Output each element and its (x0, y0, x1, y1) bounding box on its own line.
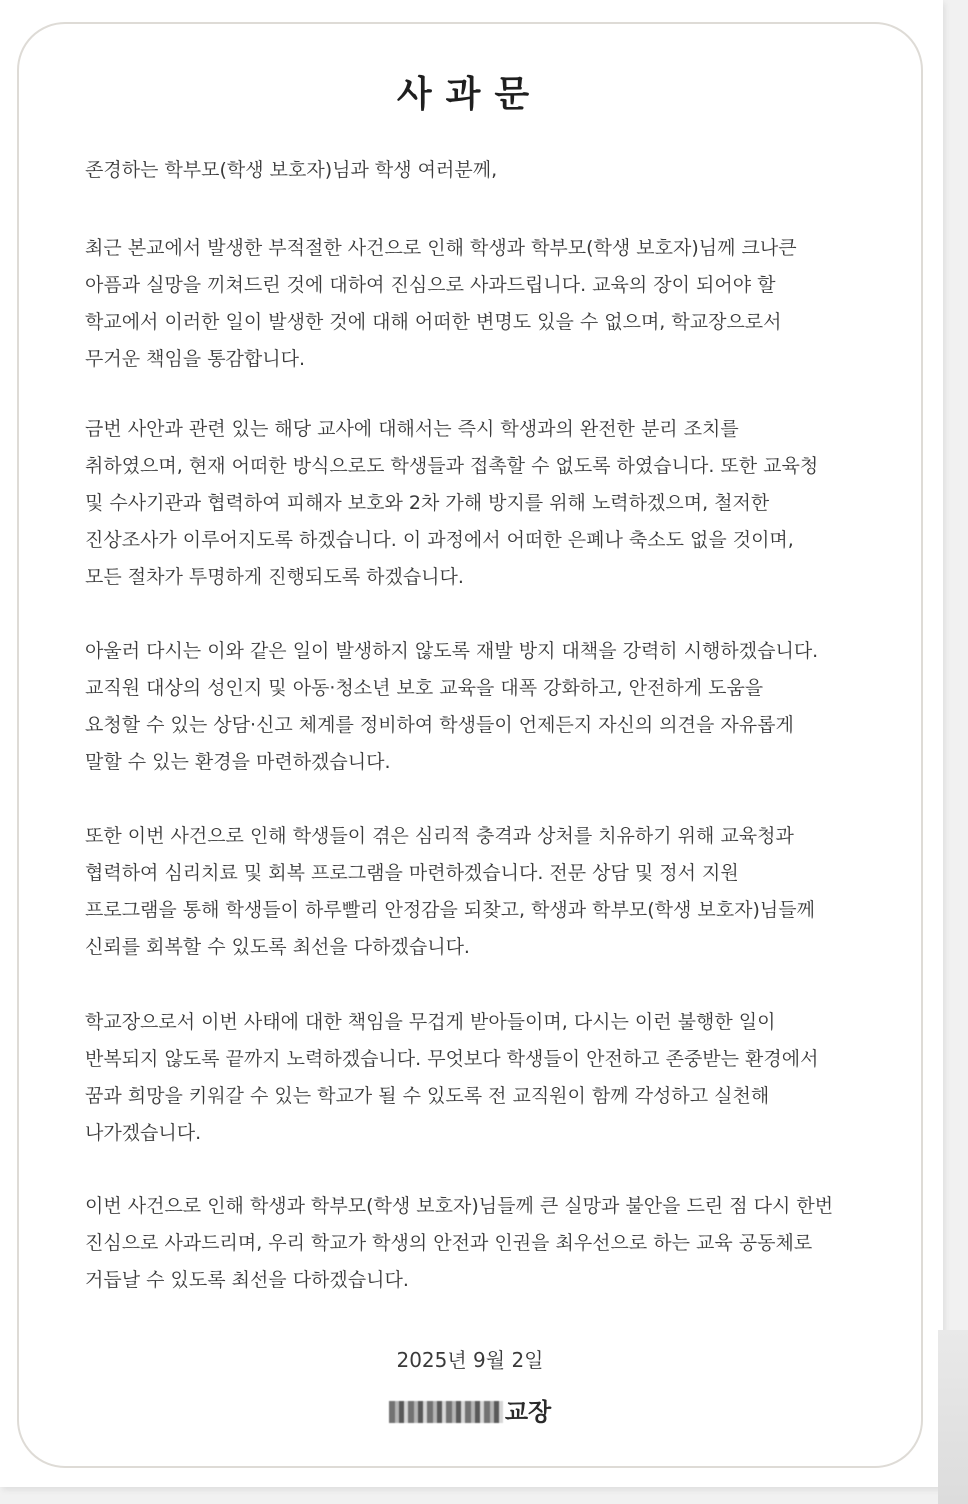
background-shade (938, 1330, 968, 1504)
paragraph-line: 신뢰를 회복할 수 있도록 최선을 다하겠습니다. (85, 936, 470, 958)
paragraph-line: 모든 절차가 투명하게 진행되도록 하겠습니다. (85, 566, 464, 588)
paragraph-5 (85, 1004, 875, 1152)
paragraph-line: 금번 사안과 관련 있는 해당 교사에 대해서는 즉시 학생과의 완전한 분리 조치를 (85, 418, 739, 440)
paragraph-line: 및 수사기관과 협력하여 피해자 보호와 2차 가해 방지를 위해 노력하겠으며, 철저한 (85, 492, 770, 514)
signature-title: 교장 (504, 1398, 552, 1426)
paragraph-line: 진심으로 사과드리며, 우리 학교가 학생의 안전과 인권을 최우선으로 하는 교육 공동체로 (85, 1232, 813, 1254)
paragraph-line: 아울러 다시는 이와 같은 일이 발생하지 않도록 재발 방지 대책을 강력히 시행하겠습니다. (85, 640, 819, 662)
paragraph-2 (85, 411, 875, 596)
paragraph-line: 협력하여 심리치료 및 회복 프로그램을 마련하겠습니다. 전문 상담 및 정서 지원 (85, 862, 739, 884)
letter-date: 2025년 9월 2일 (396, 1348, 544, 1372)
paragraph-line: 최근 본교에서 발생한 부적절한 사건으로 인해 학생과 학부모(학생 보호자)님께 크나큰 (85, 237, 797, 259)
paragraph-line: 취하였으며, 현재 어떠한 방식으로도 학생들과 접촉할 수 없도록 하였습니다. 또한 교육청 (85, 455, 819, 477)
redacted-school-name (389, 1401, 503, 1423)
greeting: 존경하는 학부모(학생 보호자)님과 학생 여러분께, (85, 159, 498, 181)
paragraph-line: 프로그램을 통해 학생들이 하루빨리 안정감을 되찾고, 학생과 학부모(학생 보호자)님들께 (85, 899, 815, 921)
paragraph-line: 또한 이번 사건으로 인해 학생들이 겪은 심리적 충격과 상처를 치유하기 위해 교육청과 (85, 825, 794, 847)
signature (19, 1392, 921, 1427)
paragraph-line: 꿈과 희망을 키워갈 수 있는 학교가 될 수 있도록 전 교직원이 함께 각성하고 실천해 (85, 1085, 770, 1107)
paragraph-line: 나가겠습니다. (85, 1122, 202, 1144)
paragraph-6 (85, 1188, 875, 1299)
paragraph-line: 이번 사건으로 인해 학생과 학부모(학생 보호자)님들께 큰 실망과 불안을 드린 점 다시 한번 (85, 1195, 834, 1217)
paragraph-1 (85, 230, 875, 378)
paragraph-line: 교직원 대상의 성인지 및 아동·청소년 보호 교육을 대폭 강화하고, 안전하게 도움을 (85, 677, 764, 699)
paragraph-line: 거듭날 수 있도록 최선을 다하겠습니다. (85, 1269, 409, 1291)
paragraph-3 (85, 633, 875, 781)
paragraph-4 (85, 818, 875, 966)
paragraph-line: 말할 수 있는 환경을 마련하겠습니다. (85, 751, 391, 773)
paragraph-line: 학교에서 이러한 일이 발생한 것에 대해 어떠한 변명도 있을 수 없으며, 학교장으로서 (85, 311, 782, 333)
apology-letter-card (17, 22, 923, 1468)
paragraph-line: 요청할 수 있는 상담·신고 체계를 정비하여 학생들이 언제든지 자신의 의견을 자유롭게 (85, 714, 794, 736)
paragraph-line: 학교장으로서 이번 사태에 대한 책임을 무겁게 받아들이며, 다시는 이런 불행한 일이 (85, 1011, 776, 1033)
paragraph-line: 아픔과 실망을 끼쳐드린 것에 대하여 진심으로 사과드립니다. 교육의 장이 되어야 할 (85, 274, 776, 296)
letter-title: 사과문 (396, 74, 544, 115)
paragraph-line: 반복되지 않도록 끝까지 노력하겠습니다. 무엇보다 학생들이 안전하고 존중받는 환경에서 (85, 1048, 819, 1070)
paragraph-line: 진상조사가 이루어지도록 하겠습니다. 이 과정에서 어떠한 은폐나 축소도 없을 것이며, (85, 529, 794, 551)
paragraph-line: 무거운 책임을 통감합니다. (85, 348, 306, 370)
